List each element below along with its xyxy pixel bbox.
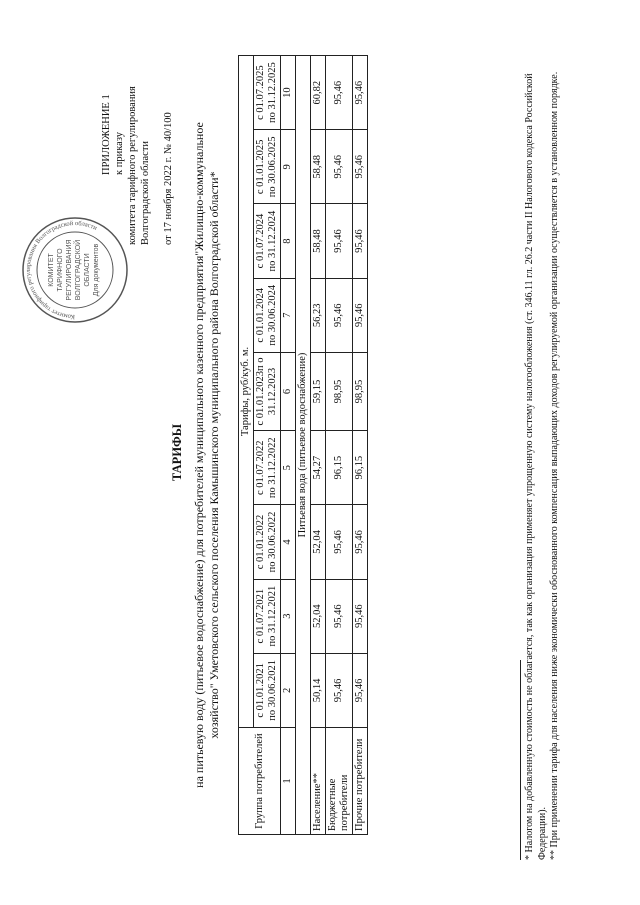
table-row — [353, 56, 368, 835]
period-header: с 01.07.2024 по 31.12.2024 — [254, 204, 281, 278]
tariff-value-cell: 58,48 — [311, 130, 326, 204]
stamp-line: ВОЛГОГРАДСКОЙ — [75, 239, 82, 301]
footnote-rule — [520, 660, 521, 860]
period-header: с 01.01.2025 по 30.06.2025 — [254, 130, 281, 204]
column-number-row — [281, 56, 296, 835]
tariff-value-cell: 95,46 — [326, 278, 353, 352]
document-title: ТАРИФЫ — [170, 423, 184, 482]
document-subtitle: на питьевую воду (питьевое водоснабжение) для потребителей муниципального казенного предприятия"Жилищно-коммунальное хозяйство" Уметовского сельского поселения Камышинского муниципального района Волгоградской области* — [192, 122, 221, 788]
column-number: 4 — [281, 505, 296, 579]
tariff-value-cell: 96,15 — [353, 431, 368, 505]
group-header: Группа потребителей — [239, 728, 281, 835]
period-header: с 01.07.2025 по 31.12.2025 — [254, 56, 281, 130]
period-header: с 01.07.2022 по 31.12.2022 — [254, 431, 281, 505]
table-row — [326, 56, 353, 835]
consumer-group-cell: Бюджетные потребители — [326, 728, 353, 835]
column-number: 2 — [281, 653, 296, 727]
stamp-line: ТАРИФНОГО — [57, 248, 64, 292]
period-header: с 01.01.2023п о 31.12.2023 — [254, 352, 281, 430]
appendix-line: ПРИЛОЖЕНИЕ 1 — [101, 94, 112, 175]
appendix-block — [100, 35, 175, 245]
tariff-value-cell: 54,27 — [311, 431, 326, 505]
consumer-group-cell: Прочие потребители — [353, 728, 368, 835]
stamp-line: Для документов — [93, 243, 100, 297]
stamp-line: РЕГУЛИРОВАНИЯ — [66, 239, 73, 301]
period-header-row — [254, 56, 281, 835]
stamp-line: ОБЛАСТИ — [84, 253, 91, 287]
tariff-value-cell: 59,15 — [311, 352, 326, 430]
column-number: 6 — [281, 352, 296, 430]
tariff-value-cell: 50,14 — [311, 653, 326, 727]
footnote-2: ** При применении тарифа для населения ниже экономически обоснованного компенсация выпадающих доходов регулируемой организации осуществляется в установленном порядке. — [549, 71, 560, 860]
column-number: 8 — [281, 204, 296, 278]
column-number: 7 — [281, 278, 296, 352]
column-number: 3 — [281, 579, 296, 653]
tariff-value-cell: 95,46 — [353, 579, 368, 653]
tariff-value-cell: 98,95 — [353, 352, 368, 430]
tariff-value-cell: 95,46 — [353, 204, 368, 278]
appendix-line: к приказу — [114, 132, 125, 175]
tariff-value-cell: 95,46 — [326, 130, 353, 204]
tariff-value-cell: 95,46 — [353, 653, 368, 727]
tariff-value-cell: 95,46 — [326, 579, 353, 653]
tariff-table — [238, 55, 368, 835]
appendix-line: от 17 ноября 2022 г. № 40/100 — [163, 112, 174, 245]
period-header: с 01.01.2024 по 30.06.2024 — [254, 278, 281, 352]
table-body — [296, 56, 368, 835]
tariff-value-cell: 52,04 — [311, 579, 326, 653]
tariff-value-cell: 95,46 — [326, 204, 353, 278]
stamp-line: КОМИТЕТ — [48, 253, 55, 287]
tariff-value-cell: 95,46 — [353, 278, 368, 352]
tariff-value-cell: 96,15 — [326, 431, 353, 505]
tariff-value-cell: 95,46 — [353, 130, 368, 204]
stamp-ring-text: Комитет тарифного регулирования Волгоградской области — [24, 219, 99, 321]
period-header: с 01.01.2021 по 30.06.2021 — [254, 653, 281, 727]
tariff-value-cell: 95,46 — [326, 56, 353, 130]
table-row — [311, 56, 326, 835]
column-number: 5 — [281, 431, 296, 505]
footnote-1: * Налогом на добавленную стоимость не облагается, так как организация применяет упрощенную систему налогообложения (ст. 346.11 гл. 26.2 части II Налогового кодекса Российской Федерации). — [524, 73, 548, 860]
tariff-value-cell: 52,04 — [311, 505, 326, 579]
tariff-value-cell: 58,48 — [311, 204, 326, 278]
tariff-value-cell: 95,46 — [353, 505, 368, 579]
period-header: с 01.01.2022 по 30.06.2022 — [254, 505, 281, 579]
appendix-line: комитета тарифного регулирования — [127, 86, 138, 245]
appendix-line: Волгоградской области — [140, 140, 151, 245]
tariff-value-cell: 56,23 — [311, 278, 326, 352]
tariff-value-cell: 98,95 — [326, 352, 353, 430]
tariff-value-cell: 95,46 — [326, 505, 353, 579]
column-number: 9 — [281, 130, 296, 204]
period-header: с 01.07.2021 по 31.12.2021 — [254, 579, 281, 653]
column-number: 1 — [281, 728, 296, 835]
tariff-value-cell: 95,46 — [353, 56, 368, 130]
tariff-value-cell: 95,46 — [326, 653, 353, 727]
tariff-value-cell: 60,82 — [311, 56, 326, 130]
stamp-center-text — [48, 239, 100, 300]
footnotes — [520, 30, 562, 860]
tariffs-header: Тарифы, руб/куб. м. — [239, 56, 254, 728]
column-number: 10 — [281, 56, 296, 130]
section-header: Питьевая вода (питьевое водоснабжение) — [296, 56, 311, 835]
consumer-group-cell: Население** — [311, 728, 326, 835]
